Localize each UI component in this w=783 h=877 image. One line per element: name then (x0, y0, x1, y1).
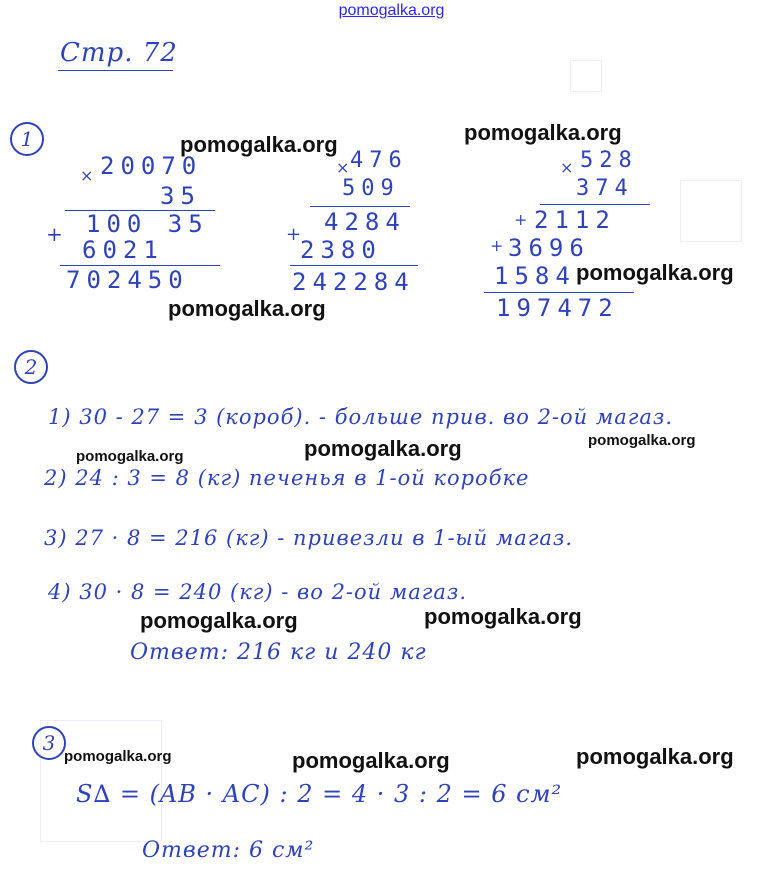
task2-line2: 2) 24 : 3 = 8 (кг) печенья в 1-ой коробке (44, 466, 530, 490)
task1a-partial2: 6021 (82, 236, 164, 264)
task1b-partial2: 2380 (300, 236, 382, 264)
task1a-result: 702450 (66, 266, 189, 294)
task1b-plus-sign: + (286, 224, 303, 245)
task1a-plus-sign: + (46, 222, 64, 246)
task1c-factor2: 374 (576, 176, 634, 201)
background-grid (680, 180, 742, 242)
watermark: pomogalka.org (168, 296, 326, 321)
watermark: pomogalka.org (576, 744, 734, 769)
task2-number: 2 (14, 350, 48, 384)
task3-answer: Ответ: 6 см² (142, 838, 315, 863)
task1b-mult-sign: × (336, 158, 351, 177)
task1c-partial3: 1584 (494, 262, 576, 290)
background-grid (570, 60, 602, 92)
task1b-factor1: 476 (350, 148, 408, 173)
task2-answer: Ответ: 216 кг и 240 кг (130, 640, 427, 665)
task1b-line1 (310, 206, 410, 207)
task1-number: 1 (10, 122, 44, 156)
task3-number: 3 (32, 726, 66, 760)
task2-line3: 3) 27 · 8 = 216 (кг) - привезли в 1-ый магаз. (44, 526, 574, 550)
top-watermark-link[interactable]: pomogalka.org (338, 2, 445, 19)
task1a-factor1: 20070 (100, 152, 203, 180)
task1c-result: 197472 (496, 294, 619, 322)
task1c-factor1: 528 (580, 148, 638, 173)
watermark: pomogalka.org (424, 604, 582, 629)
task1b-factor2: 509 (342, 176, 400, 201)
watermark: pomogalka.org (576, 260, 734, 285)
task1c-partial2: 3696 (508, 234, 590, 262)
task2-line4: 4) 30 · 8 = 240 (кг) - во 2-ой магаз. (48, 580, 468, 604)
watermark: pomogalka.org (76, 448, 184, 465)
page-header: Стр. 72 (60, 38, 178, 68)
watermark: pomogalka.org (180, 132, 338, 157)
task2-line1: 1) 30 - 27 = 3 (короб). - больше прив. во 2-ой магаз. (48, 405, 674, 429)
header-underline (58, 70, 173, 71)
task1c-plus-sign-1: + (514, 210, 529, 229)
task1b-partial1: 4284 (324, 208, 406, 236)
task1b-result: 242284 (292, 268, 415, 296)
task1b-line2 (290, 265, 418, 266)
task1c-line1 (540, 204, 650, 205)
watermark: pomogalka.org (140, 608, 298, 633)
task1c-partial1: 2112 (534, 206, 616, 234)
task1c-mult-sign: × (560, 158, 575, 177)
watermark: pomogalka.org (64, 748, 172, 765)
task1c-plus-sign-2: + (490, 236, 505, 255)
task1a-mult-sign: × (80, 166, 95, 185)
task3-formula: S∆ = (AB · AC) : 2 = 4 · 3 : 2 = 6 см² (76, 780, 563, 808)
task1a-factor2: 35 (160, 182, 201, 210)
watermark: pomogalka.org (588, 432, 696, 449)
task1a-partial1: 100 35 (86, 210, 209, 238)
task1c-line2 (484, 292, 634, 293)
watermark: pomogalka.org (464, 120, 622, 145)
watermark: pomogalka.org (292, 748, 450, 773)
watermark: pomogalka.org (304, 436, 462, 461)
